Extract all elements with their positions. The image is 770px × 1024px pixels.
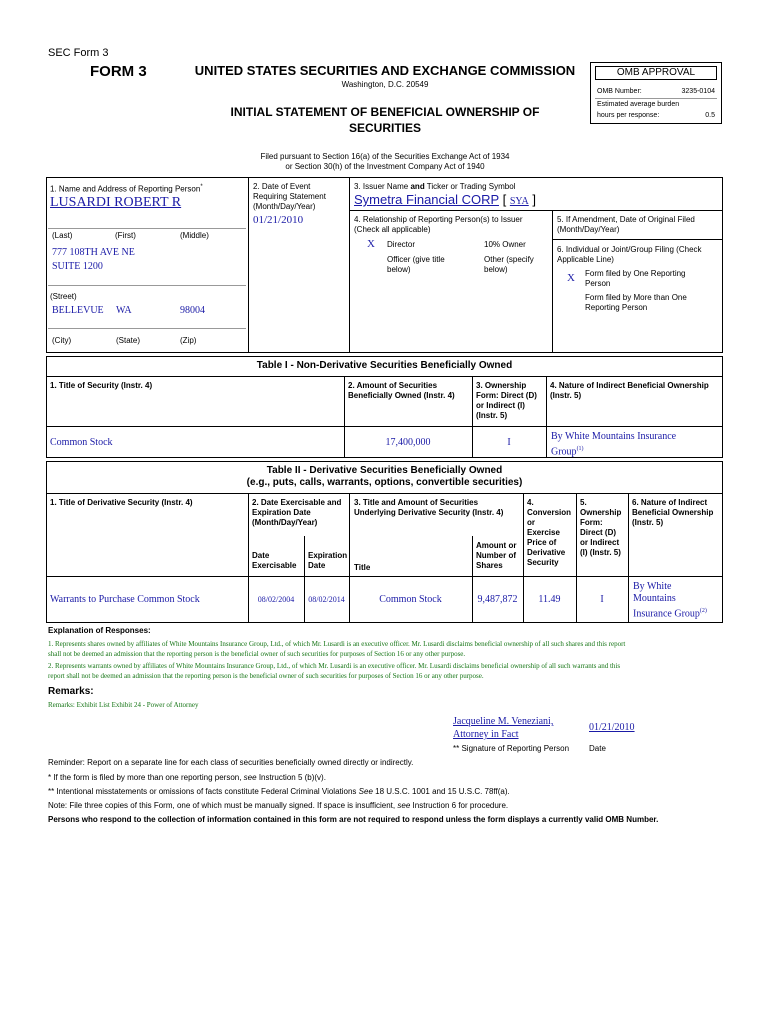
officer-label: Officer (give title below) bbox=[387, 255, 445, 274]
table2-row-expiration-date: 08/02/2014 bbox=[308, 595, 345, 604]
one-person-label: Form filed by One Reporting Person bbox=[585, 269, 686, 288]
table1-col3: 3. Ownership Form: Direct (D) or Indirect (I) (Instr. 5) bbox=[476, 381, 537, 420]
box1-label: 1. Name and Address of Reporting Person* bbox=[50, 184, 203, 194]
middle-label: (Middle) bbox=[180, 231, 209, 240]
signature-name: Jacqueline M. Veneziani, Attorney in Fact bbox=[453, 716, 554, 740]
table2-col3-amount: Amount or Number of Shares bbox=[476, 541, 517, 570]
ten-pct-owner-label: 10% Owner bbox=[484, 240, 526, 249]
table1-col2: 2. Amount of Securities Beneficially Owned (Instr. 4) bbox=[348, 381, 455, 400]
note-misstatements: ** Intentional misstatements or omissions of facts constitute Federal Criminal Violations See 18 U.S.C. 1001 and 15 U.S.C. 78ff(a). bbox=[48, 787, 510, 796]
reporting-person-name[interactable]: LUSARDI ROBERT R bbox=[50, 195, 182, 210]
table1-row-form: I bbox=[507, 437, 511, 448]
reminder-text: Reminder: Report on a separate line for each class of securities beneficially owned directly or indirectly. bbox=[48, 758, 414, 767]
omb-hours-label: hours per response: bbox=[597, 112, 660, 119]
omb-hours-value: 0.5 bbox=[705, 112, 715, 119]
table1-row-nature: By White Mountains Insurance Group$^{(1)}$ bbox=[551, 431, 677, 458]
table2-row-date-exercisable: 08/02/2004 bbox=[257, 595, 295, 604]
table2-row-underlying-amount: 9,487,872 bbox=[477, 594, 518, 605]
table2-row-form: I bbox=[600, 594, 604, 605]
box4-label: 4. Relationship of Reporting Person(s) to Issuer (Check all applicable) bbox=[354, 215, 523, 234]
street-label: (Street) bbox=[50, 292, 77, 301]
omb-approval-box bbox=[590, 62, 722, 124]
table1-col1: 1. Title of Security (Instr. 4) bbox=[50, 381, 153, 390]
note-copies: Note: File three copies of this Form, one of which must be manually signed. If space is insufficient, see Instruction 6 for procedure. bbox=[48, 801, 509, 810]
table1-row-amount: 17,400,000 bbox=[385, 437, 431, 448]
more-persons-label: Form filed by More than One Reporting Person bbox=[585, 293, 687, 312]
table2-row-underlying-title: Common Stock bbox=[379, 594, 442, 605]
signature-label: ** Signature of Reporting Person bbox=[453, 744, 570, 753]
table2-col2-exercisable: Date Exercisable bbox=[252, 551, 297, 570]
box2-label: 2. Date of Event Requiring Statement (Month/Day/Year) bbox=[253, 182, 326, 211]
state-value: WA bbox=[116, 305, 132, 316]
table2-col3-title: Title bbox=[354, 563, 371, 572]
table2-title: Table II - Derivative Securities Beneficially Owned (e.g., puts, calls, warrants, options, convertible securities) bbox=[246, 465, 523, 488]
remarks-title: Remarks: bbox=[48, 686, 94, 697]
other-label: Other (specify below) bbox=[484, 255, 534, 274]
commission-title: UNITED STATES SECURITIES AND EXCHANGE COMMISSION bbox=[194, 63, 576, 78]
box6-label: 6. Individual or Joint/Group Filing (Check Applicable Line) bbox=[557, 245, 702, 264]
table2-row-nature: By White Mountains Insurance Group$^{(2)}$ bbox=[633, 581, 707, 620]
table2-row-title: Warrants to Purchase Common Stock bbox=[50, 594, 200, 605]
director-label: Director bbox=[387, 240, 416, 249]
explanation-title: Explanation of Responses: bbox=[48, 626, 151, 635]
director-checkmark[interactable]: X bbox=[367, 238, 375, 250]
city-value: BELLEVUE bbox=[52, 305, 104, 316]
last-label: (Last) bbox=[52, 231, 73, 240]
note-multiple-persons: * If the form is filed by more than one reporting person, see Instruction 5 (b)(v). bbox=[48, 773, 326, 782]
first-label: (First) bbox=[115, 231, 136, 240]
table2-row-price: 11.49 bbox=[538, 594, 561, 605]
city-label: (City) bbox=[52, 336, 72, 345]
event-date: 01/21/2010 bbox=[253, 214, 304, 226]
remarks-text: Remarks: Exhibit List Exhibit 24 - Power of Attorney bbox=[48, 701, 199, 709]
table2-col2: 2. Date Exercisable and Expiration Date (Month/Day/Year) bbox=[252, 498, 342, 527]
box5-label: 5. If Amendment, Date of Original Filed (Month/Day/Year) bbox=[557, 215, 695, 234]
table2-col4: 4. Conversion or Exercise Price of Derivative Security bbox=[527, 498, 572, 567]
footnote-1: 1. Represents shares owned by affiliates of White Mountains Insurance Group, Ltd., of which Mr. Lusardi is an executive officer. Mr. Lusardi disclaims beneficial ownership of all such shares and this report shall not be deemed an admission that the reporting person is the beneficial owner of such securities for purposes of Section 16 or any other purpose. bbox=[48, 640, 626, 658]
table1-title: Table I - Non-Derivative Securities Beneficially Owned bbox=[256, 360, 513, 371]
zip-label: (Zip) bbox=[180, 336, 197, 345]
commission-location: Washington, D.C. 20549 bbox=[341, 80, 429, 89]
omb-number-value: 3235-0104 bbox=[681, 88, 715, 95]
box3-label: 3. Issuer Name and Ticker or Trading Symbol bbox=[354, 182, 516, 191]
omb-title: OMB APPROVAL bbox=[595, 66, 717, 80]
footnote-2: 2. Represents warrants owned by affiliates of White Mountains Insurance Group, Ltd., of which Mr. Lusardi is an executive officer. Mr. Lusardi disclaims beneficial ownership of all such warrants and this report shall not be deemed an admission that the reporting person is the beneficial owner of such securities for purposes of Section 16 or any other purpose. bbox=[48, 662, 621, 680]
zip-value: 98004 bbox=[180, 305, 205, 316]
table2-col5: 5. Ownership Form: Direct (D) or Indirect (I) (Instr. 5) bbox=[580, 498, 622, 557]
address: 777 108TH AVE NE SUITE 1200 bbox=[52, 247, 135, 272]
signature-date: 01/21/2010 bbox=[589, 722, 635, 733]
table2-col1: 1. Title of Derivative Security (Instr. 4) bbox=[50, 498, 193, 507]
table1-row-title: Common Stock bbox=[50, 437, 113, 448]
table1-col4: 4. Nature of Indirect Beneficial Ownership (Instr. 5) bbox=[550, 381, 709, 400]
omb-number-label: OMB Number: bbox=[597, 88, 642, 95]
date-label: Date bbox=[589, 744, 606, 753]
form-title: INITIAL STATEMENT OF BENEFICIAL OWNERSHIP OF SECURITIES bbox=[230, 105, 540, 135]
persons-notice: Persons who respond to the collection of information contained in this form are not required to respond unless the form displays a currently valid OMB Number. bbox=[48, 815, 659, 824]
table2-col3: 3. Title and Amount of Securities Underlying Derivative Security (Instr. 4) bbox=[354, 498, 504, 517]
issuer-name[interactable]: Symetra Financial CORP [ SYA ] bbox=[354, 192, 537, 207]
one-person-checkmark[interactable]: X bbox=[567, 272, 575, 284]
state-label: (State) bbox=[116, 336, 141, 345]
sec-form-label: SEC Form 3 bbox=[48, 47, 109, 59]
omb-burden-label: Estimated average burden bbox=[597, 101, 680, 108]
form-number: FORM 3 bbox=[90, 63, 147, 80]
table2-col2-expiration: Expiration Date bbox=[308, 551, 348, 570]
filed-pursuant: Filed pursuant to Section 16(a) of the Securities Exchange Act of 1934 or Section 30(h) of the Investment Company Act of 1940 bbox=[260, 152, 510, 171]
table2-col6: 6. Nature of Indirect Beneficial Ownership (Instr. 5) bbox=[632, 498, 714, 527]
